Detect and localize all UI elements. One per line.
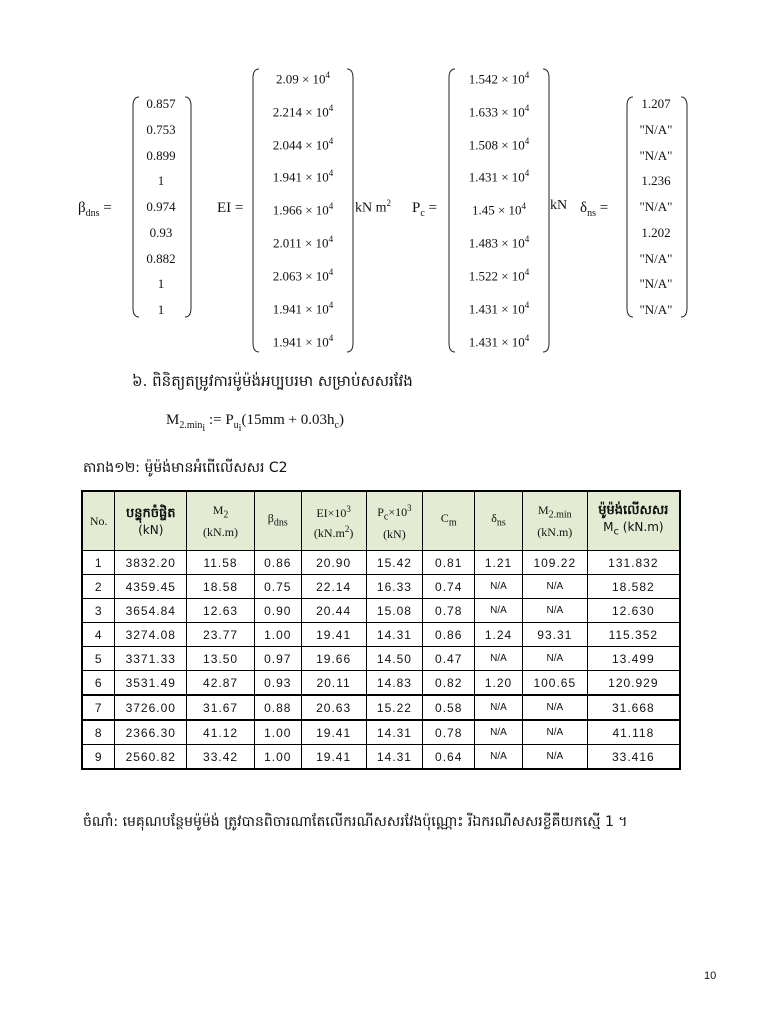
delta_ns-value: "N/A": [639, 121, 673, 137]
header-mc: ម៉ូម៉ង់លើសសរ $M_c$ (kN.m): [587, 491, 680, 551]
ei-value: $1.941 \times 10^4$: [272, 299, 334, 317]
note-text: ចំណាំ: មេគុណបន្ថែមម៉ូម៉ង់ ត្រូវបានពិចារណាតែលើករណីសសរវែងប៉ុណ្ណោះ រីឯករណីសសរខ្លីគឺយកស្មើ 1 ។: [83, 814, 628, 830]
table-cell: 18.582: [587, 575, 680, 599]
ei-value: $2.09 \times 10^4$: [275, 70, 331, 87]
table-cell: 2366.30: [115, 720, 187, 745]
beta_dns-value: 0.974: [146, 199, 176, 214]
table-cell: 31.67: [187, 695, 255, 720]
header-m2: $M_2$ (kN.m): [187, 491, 255, 551]
delta-ns-vector: [632, 96, 680, 318]
table-cell: 0.58: [423, 695, 475, 720]
table-cell: 3371.33: [115, 647, 187, 671]
table-cell: 11.58: [187, 551, 255, 575]
table-cell: 20.63: [301, 695, 366, 720]
page-number: 10: [704, 970, 717, 982]
table-cell: 13.499: [587, 647, 680, 671]
table-cell: 0.81: [423, 551, 475, 575]
table-cell: 15.22: [366, 695, 423, 720]
delta_ns-value: "N/A": [639, 199, 673, 214]
table-body: [82, 551, 680, 770]
ei-unit: kN $m^2$: [355, 198, 391, 216]
beta_dns-value: 0.882: [146, 250, 176, 266]
table-cell: 19.41: [301, 745, 366, 770]
table-cell: 15.42: [366, 551, 423, 575]
header-cm: $C_m$: [423, 491, 475, 551]
beta_dns-value: 1: [157, 276, 165, 292]
pc-vector: [454, 70, 544, 350]
table-cell: N/A: [522, 575, 587, 599]
beta_dns-value: 0.857: [146, 96, 176, 111]
table-cell: 0.78: [423, 599, 475, 623]
table-cell: 5: [82, 647, 115, 671]
table-cell: 33.416: [587, 745, 680, 770]
table-cell: 19.41: [301, 720, 366, 745]
table-cell: 3726.00: [115, 695, 187, 720]
table-cell: 0.78: [423, 720, 475, 745]
table-cell: 7: [82, 695, 115, 720]
table-cell: 1.00: [254, 720, 301, 745]
table-cell: N/A: [522, 695, 587, 720]
table-cell: 20.90: [301, 551, 366, 575]
table-cell: 100.65: [522, 671, 587, 696]
delta_ns-value: 1.207: [641, 96, 671, 111]
right-paren-icon: [542, 68, 550, 353]
ei-vector: [258, 70, 348, 350]
ei-value: $1.941 \times 10^4$: [272, 168, 334, 185]
delta-ns-label: $\delta_{ns}$ =: [580, 200, 609, 219]
table-cell: 14.31: [366, 623, 423, 647]
ei-value: $2.011 \times 10^4$: [272, 234, 334, 251]
pc-value: $1.431 \times 10^4$: [468, 332, 530, 349]
table-cell: 41.118: [587, 720, 680, 745]
table-header-row: [82, 491, 680, 551]
pc-value: $1.522 \times 10^4$: [468, 266, 530, 284]
table-caption: តារាង១២: ម៉ូម៉ង់មានអំពើលើសសរ C2: [83, 460, 288, 476]
table-cell: 3531.49: [115, 671, 187, 696]
table-cell: 131.832: [587, 551, 680, 575]
table-row: [82, 647, 680, 671]
table-cell: 13.50: [187, 647, 255, 671]
table-cell: 4: [82, 623, 115, 647]
table-cell: 42.87: [187, 671, 255, 696]
pc-value: $1.483 \times 10^4$: [468, 234, 530, 251]
pc-value: $1.45 \times 10^4$: [471, 201, 527, 218]
table-row: [82, 575, 680, 599]
table-cell: N/A: [475, 575, 523, 599]
ei-label: EI =: [217, 200, 244, 216]
table-cell: 0.86: [254, 551, 301, 575]
table-row: [82, 599, 680, 623]
table-cell: 31.668: [587, 695, 680, 720]
header-no: No.: [82, 491, 115, 551]
table-cell: 3274.08: [115, 623, 187, 647]
moment-table: [81, 490, 681, 770]
section-heading: ៦. ពិនិត្យតម្រូវការម៉ូម៉ង់អប្បបរមា សម្រាប់សសរវែង: [132, 372, 413, 390]
beta_dns-value: 1: [157, 173, 165, 189]
table-cell: 0.75: [254, 575, 301, 599]
ei-value: $2.044 \times 10^4$: [272, 135, 334, 152]
table-cell: 0.90: [254, 599, 301, 623]
table-cell: 14.31: [366, 720, 423, 745]
table-cell: 15.08: [366, 599, 423, 623]
table-cell: N/A: [522, 720, 587, 745]
ei-value: $1.966 \times 10^4$: [272, 201, 334, 218]
table-cell: 93.31: [522, 623, 587, 647]
table-row: [82, 551, 680, 575]
table-row: [82, 695, 680, 720]
table-cell: 0.64: [423, 745, 475, 770]
table-row: [82, 623, 680, 647]
table-cell: 0.74: [423, 575, 475, 599]
table-cell: 109.22: [522, 551, 587, 575]
table-cell: 0.93: [254, 671, 301, 696]
table-cell: N/A: [475, 647, 523, 671]
table-cell: 0.82: [423, 671, 475, 696]
table-cell: 0.88: [254, 695, 301, 720]
table-cell: 9: [82, 745, 115, 770]
table-cell: N/A: [475, 599, 523, 623]
pc-value: $1.431 \times 10^4$: [468, 299, 530, 317]
table-cell: 23.77: [187, 623, 255, 647]
header-m2min: $M_{2.min}$ (kN.m): [522, 491, 587, 551]
table-cell: 3654.84: [115, 599, 187, 623]
table-cell: 12.63: [187, 599, 255, 623]
table-cell: N/A: [475, 720, 523, 745]
header-ei: $EI\times 10^3$ $(kN.m^2)$: [301, 491, 366, 551]
table-cell: 1.21: [475, 551, 523, 575]
ei-value: $2.214 \times 10^4$: [272, 102, 334, 120]
min-moment-formula: $M_{2.min_i}$ := $P_{u_i}(15mm + 0.03h_c)$: [166, 412, 344, 434]
table-cell: 1.24: [475, 623, 523, 647]
table-cell: 1.20: [475, 671, 523, 696]
delta_ns-value: 1.236: [641, 173, 671, 189]
pc-unit: kN: [550, 198, 568, 213]
delta_ns-value: 1.202: [641, 224, 671, 240]
ei-value: $1.941 \times 10^4$: [272, 332, 334, 349]
pc-value: $1.431 \times 10^4$: [468, 168, 530, 185]
table-cell: 4359.45: [115, 575, 187, 599]
table-cell: 120.929: [587, 671, 680, 696]
table-cell: 12.630: [587, 599, 680, 623]
table-cell: 8: [82, 720, 115, 745]
ei-value: $2.063 \times 10^4$: [272, 266, 334, 284]
beta-dns-vector: [138, 96, 184, 318]
header-pc: $P_c\times 10^3$ (kN): [366, 491, 423, 551]
table-cell: N/A: [522, 599, 587, 623]
table-cell: N/A: [522, 647, 587, 671]
table-cell: 20.44: [301, 599, 366, 623]
table-cell: 6: [82, 671, 115, 696]
beta_dns-value: 0.753: [146, 121, 176, 137]
beta_dns-value: 0.93: [149, 224, 173, 240]
delta_ns-value: "N/A": [639, 276, 673, 292]
table-cell: 1: [82, 551, 115, 575]
table-cell: N/A: [475, 745, 523, 770]
table-cell: 18.58: [187, 575, 255, 599]
pc-value: $1.508 \times 10^4$: [468, 135, 530, 152]
header-delta-ns: $\delta_{ns}$: [475, 491, 523, 551]
beta-dns-label: $\beta_{dns}$ =: [78, 200, 112, 219]
table-row: [82, 720, 680, 745]
table-cell: 33.42: [187, 745, 255, 770]
table-cell: 1.00: [254, 745, 301, 770]
table-cell: 16.33: [366, 575, 423, 599]
table-cell: 115.352: [587, 623, 680, 647]
right-paren-icon: [184, 96, 192, 318]
table-cell: N/A: [475, 695, 523, 720]
table-row: [82, 671, 680, 696]
header-beta-dns: $\beta_{dns}$: [254, 491, 301, 551]
table-cell: 0.47: [423, 647, 475, 671]
table-cell: 19.66: [301, 647, 366, 671]
pc-value: $1.633 \times 10^4$: [468, 102, 530, 120]
table-cell: 0.97: [254, 647, 301, 671]
right-paren-icon: [346, 68, 354, 353]
header-force: បន្ទុកចំផ្ចិត (kN): [115, 491, 187, 551]
beta_dns-value: 0.899: [146, 147, 176, 163]
table-cell: 1.00: [254, 623, 301, 647]
table-cell: 2560.82: [115, 745, 187, 770]
right-paren-icon: [680, 96, 688, 318]
table-row: [82, 745, 680, 770]
table-cell: 14.83: [366, 671, 423, 696]
table-cell: N/A: [522, 745, 587, 770]
table-cell: 0.86: [423, 623, 475, 647]
table-cell: 14.31: [366, 745, 423, 770]
beta_dns-value: 1: [157, 302, 165, 317]
table-cell: 20.11: [301, 671, 366, 696]
table-cell: 3832.20: [115, 551, 187, 575]
delta_ns-value: "N/A": [639, 302, 673, 317]
delta_ns-value: "N/A": [639, 147, 673, 163]
delta_ns-value: "N/A": [639, 250, 673, 266]
table-cell: 14.50: [366, 647, 423, 671]
table-cell: 3: [82, 599, 115, 623]
table-cell: 41.12: [187, 720, 255, 745]
table-cell: 22.14: [301, 575, 366, 599]
table-cell: 2: [82, 575, 115, 599]
table-cell: 19.41: [301, 623, 366, 647]
pc-label: $P_c$ =: [412, 200, 438, 219]
pc-value: $1.542 \times 10^4$: [468, 70, 530, 87]
